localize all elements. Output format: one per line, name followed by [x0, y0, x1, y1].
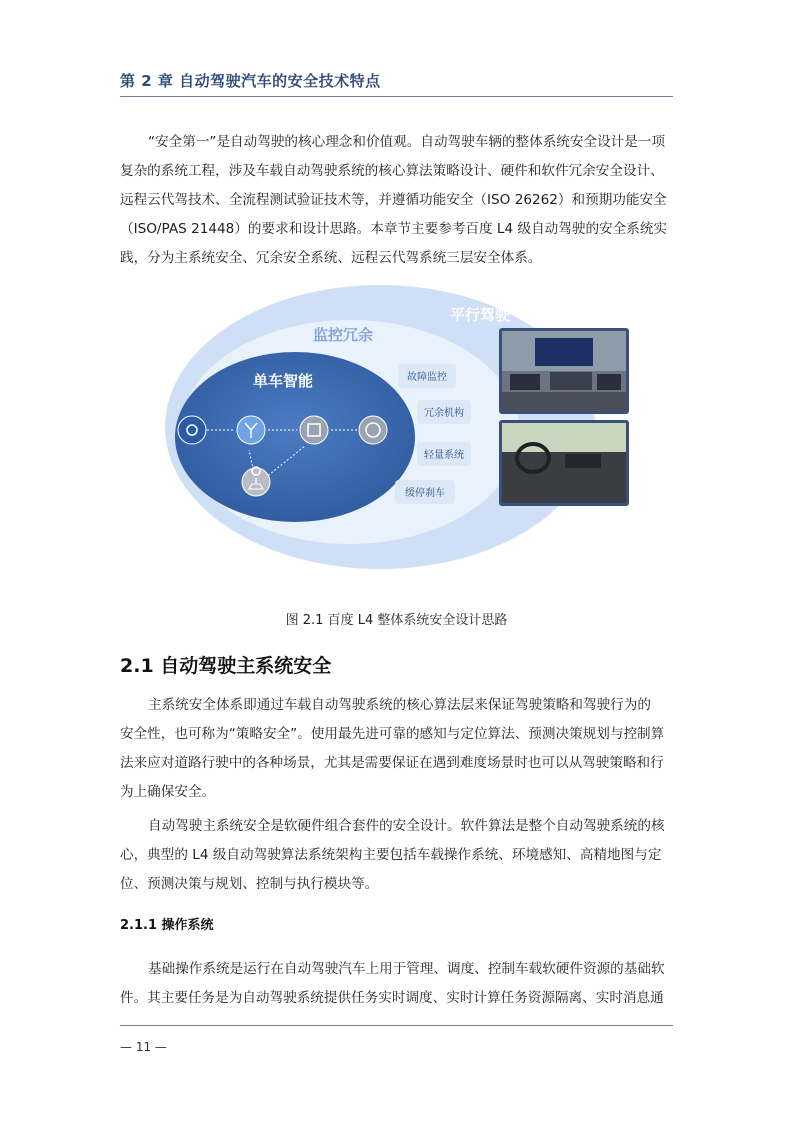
section-paragraph: [120, 691, 673, 807]
paragraph-line: 件。其主要任务是为自动驾驶系统提供任务实时调度、实时计算任务资源隔离、实时消息通: [120, 990, 664, 1006]
intro-line: （ISO/PAS 21448）的要求和设计思路。本章节主要参考百度 L4 级自动驾驶的安全系统实: [120, 221, 668, 237]
subsection-paragraph: [120, 955, 673, 1013]
subsection-title: 2.1.1 操作系统: [120, 918, 214, 933]
planning-chart-icon: [300, 416, 328, 444]
paragraph-line: 法来应对道路行驶中的各种场景，尤其是需要保证在遇到难度场景时也可以从驾驶策略和行: [120, 755, 664, 771]
intro-line: 践，分为主系统安全、冗余安全系统、远程云代驾系统三层安全体系。: [120, 250, 542, 266]
paragraph-line: 安全性，也可称为“策略安全”。使用最先进可靠的感知与定位算法、预测决策规划与控制算: [120, 726, 665, 742]
camera-sensor-icon: [178, 416, 206, 444]
steering-wheel-icon: [359, 416, 387, 444]
svg-text:故障监控: 故障监控: [407, 372, 447, 383]
car-interior-photo: [499, 420, 629, 506]
paragraph-line: 自动驾驶主系统安全是软硬件组合套件的安全设计。软件算法是整个自动驾驶系统的核: [148, 818, 665, 834]
intro-line: 复杂的系统工程，涉及车载自动驾驶系统的核心算法策略设计、硬件和软件冗余安全设计、: [120, 163, 664, 179]
paragraph-line: 为上确保安全。: [120, 784, 216, 800]
intro-paragraph: [120, 128, 673, 273]
section-paragraph: [120, 812, 673, 899]
svg-text:轻量系统: 轻量系统: [424, 450, 464, 461]
paragraph-line: 基础操作系统是运行在自动驾驶汽车上用于管理、调度、控制车载软硬件资源的基础软: [148, 961, 665, 977]
footer-divider: [120, 1025, 673, 1026]
tag-fault-monitor: [398, 364, 456, 388]
tag-slow-stop-brake: [395, 480, 455, 504]
section-title: 2.1 自动驾驶主系统安全: [120, 655, 332, 677]
tag-redundant-mechanism: [417, 400, 471, 424]
page-number: — 11 —: [120, 1040, 167, 1054]
chapter-header: 第 2 章 自动驾驶汽车的安全技术特点: [120, 72, 381, 90]
paragraph-line: 心，典型的 L4 级自动驾驶算法系统架构主要包括车载操作系统、环境感知、高精地图与定: [120, 847, 662, 863]
header-divider: [120, 96, 673, 97]
intro-line: 远程云代驾技术、全流程测试验证技术等，并遵循功能安全（ISO 26262）和预期功能安全: [120, 192, 667, 208]
middle-label: 监控冗余: [313, 326, 374, 344]
remote-driving-room-photo: [499, 328, 629, 414]
paragraph-line: 位、预测决策与规划、控制与执行模块等。: [120, 876, 379, 892]
intro-line: “安全第一”是自动驾驶的核心理念和价值观。自动驾驶车辆的整体系统安全设计是一项: [148, 134, 666, 150]
paragraph-line: 主系统安全体系即通过车载自动驾驶系统的核心算法层来保证驾驶策略和驾驶行为的: [148, 697, 651, 713]
figure-caption: 图 2.1 百度 L4 整体系统安全设计思路: [285, 613, 508, 628]
outer-label: 平行驾驶: [450, 306, 511, 324]
safety-design-figure: [165, 282, 635, 582]
svg-text:缓停刹车: 缓停刹车: [405, 488, 445, 499]
svg-text:冗余机构: 冗余机构: [424, 408, 464, 419]
tag-lightweight-system: [417, 442, 471, 466]
inner-label: 单车智能: [253, 372, 314, 390]
